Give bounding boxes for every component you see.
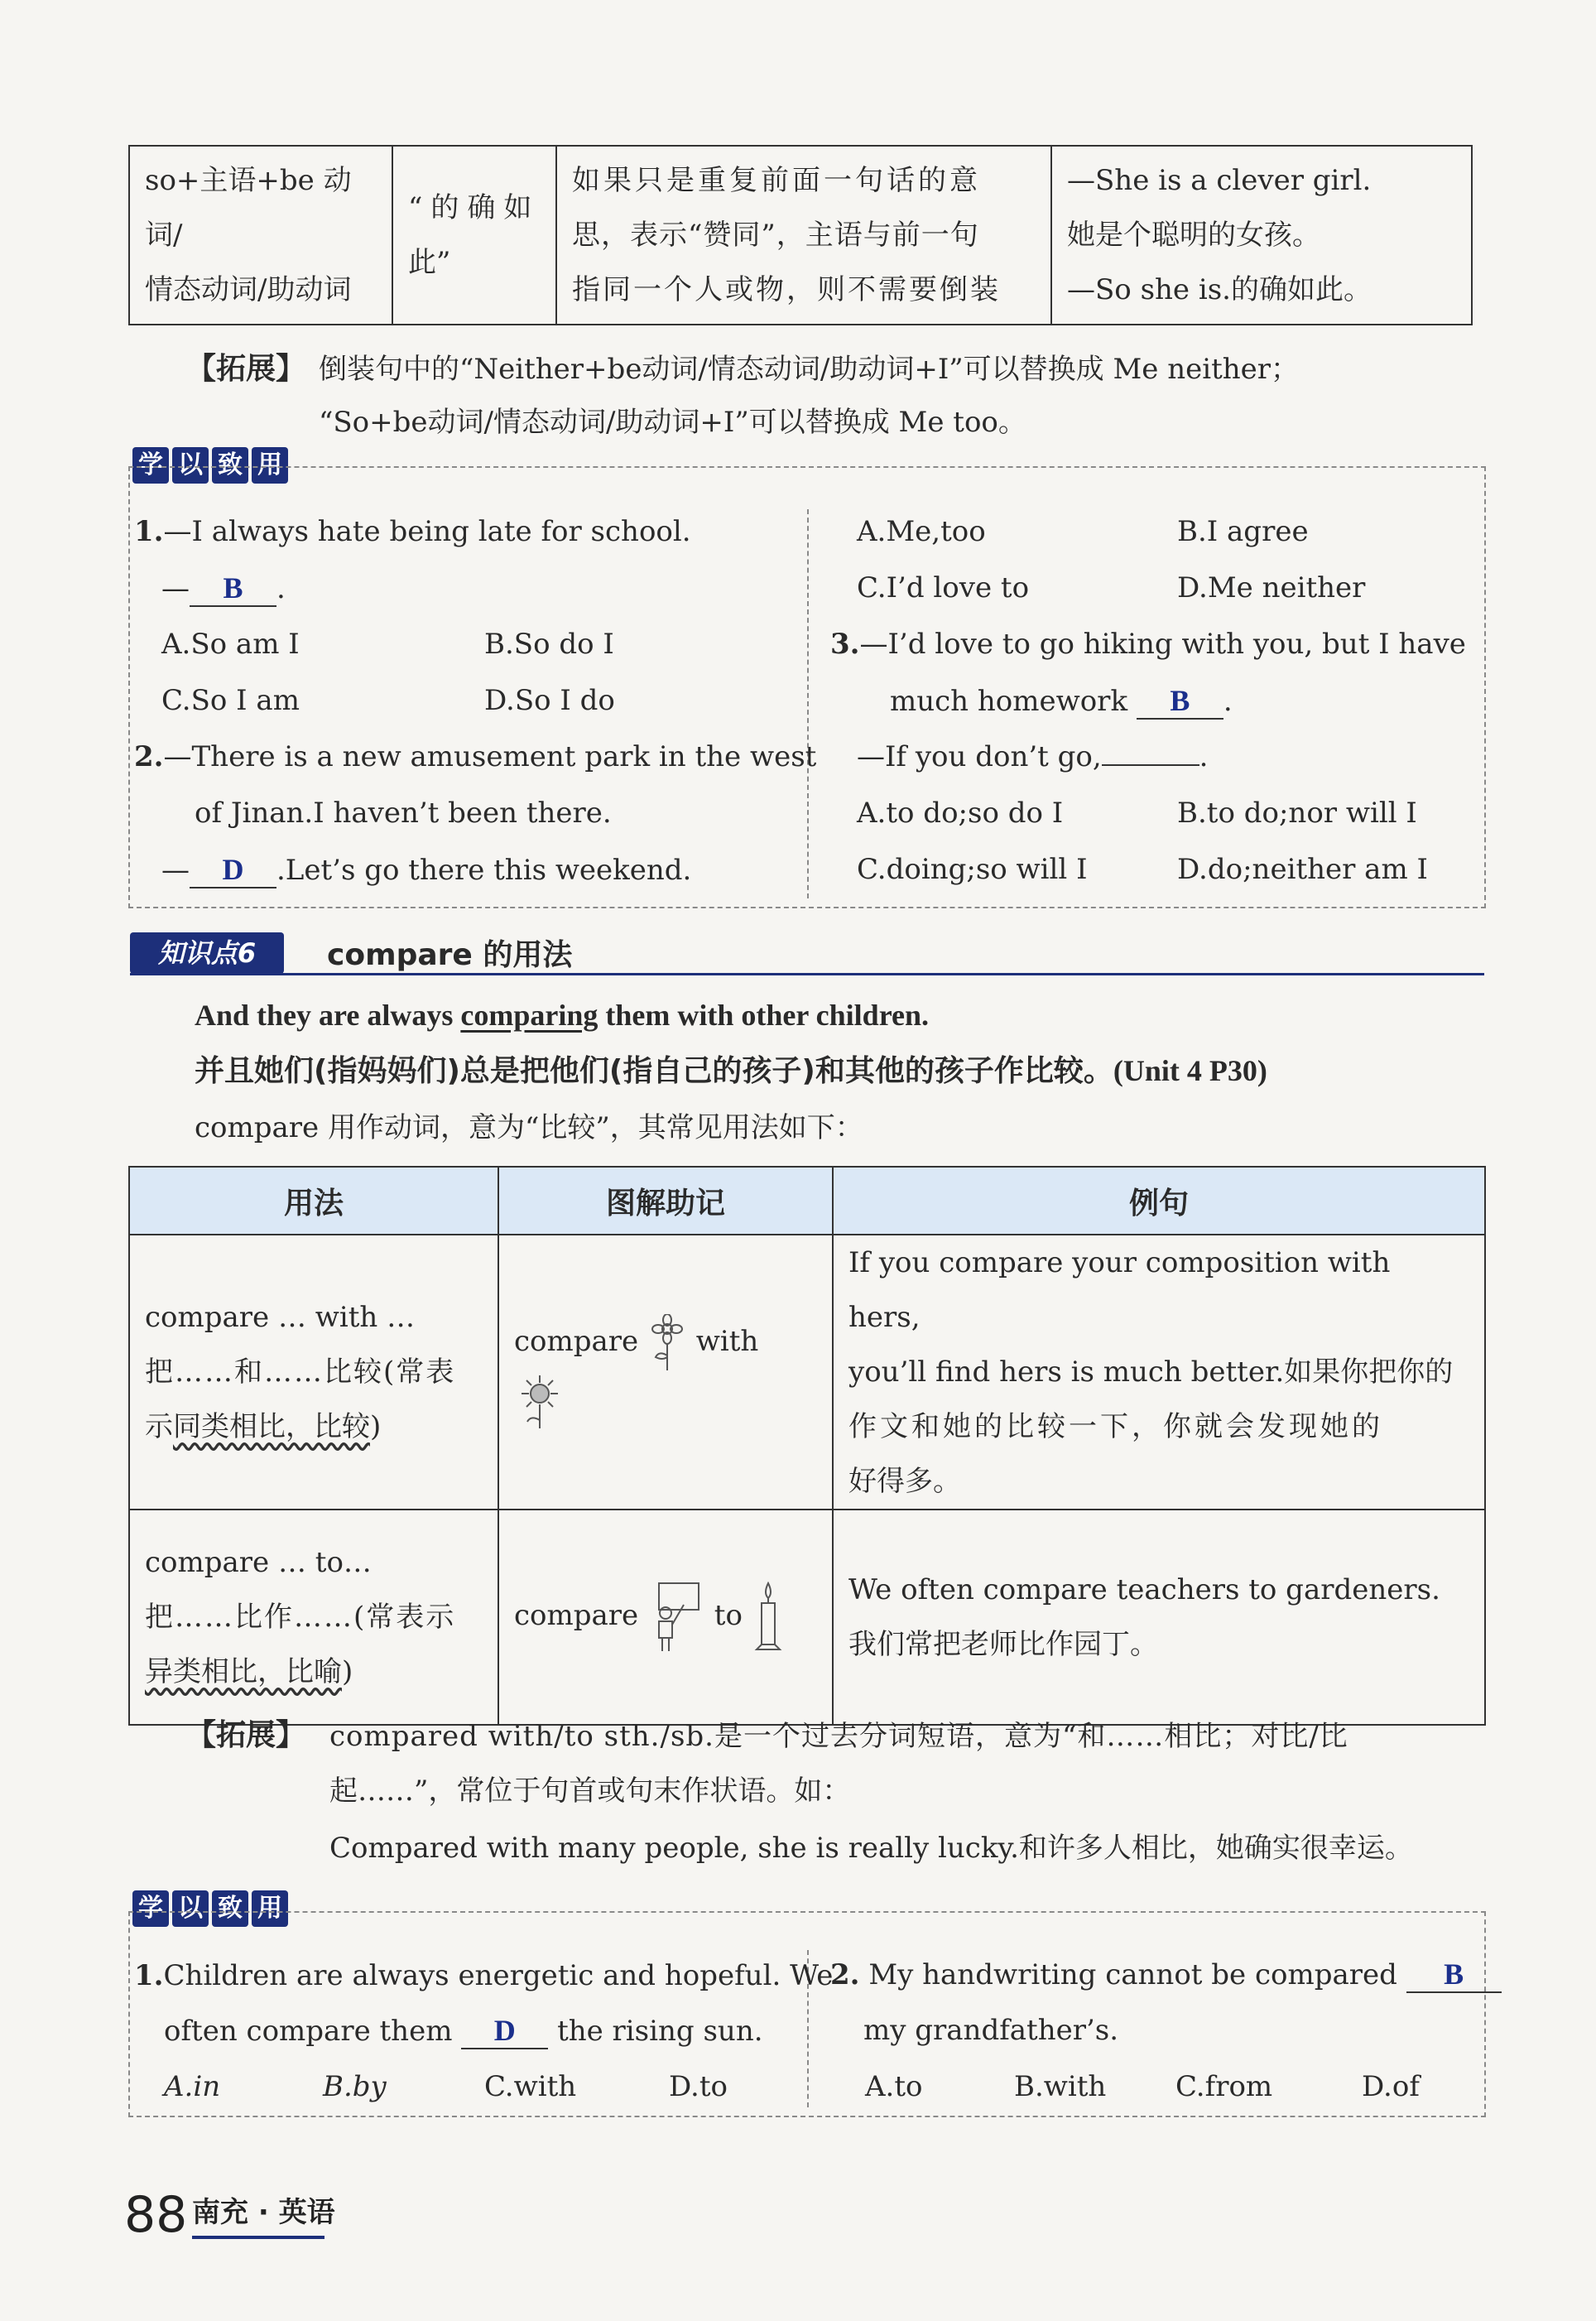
p1-q2-answer-line: — D .Let’s go there this weekend. <box>161 853 692 887</box>
p1-q3-line3: —If you don’t go, . <box>857 740 1209 773</box>
p2-q1: 1.Children are always energetic and hopeful. We <box>134 1959 834 1992</box>
knowledge-point-rule <box>130 973 1484 975</box>
teacher-icon <box>647 1580 705 1654</box>
p1-q3-option-d[interactable]: D.do;neither am I <box>1177 853 1428 886</box>
p1-q2-option-c[interactable]: C.I’d love to <box>857 571 1030 604</box>
p2-q2: 2. My handwriting cannot be compared B <box>830 1957 1502 1993</box>
practice-tag-2: 学 以 致 用 <box>132 1890 288 1927</box>
p1-q3-option-c[interactable]: C.doing;so will I <box>857 853 1088 886</box>
explain-cell: 如果只是重复前面一句话的意 思，表示“赞同”，主语与前一句 指同一个人或物，则不需要倒装 <box>556 146 1051 325</box>
p1-q1: 1.—I always hate being late for school. <box>134 515 691 548</box>
p1-q3-line2: much homework B . <box>890 684 1233 718</box>
row2-usage: compare … to… 把……比作……(常表示 异类相比，比喻) <box>129 1510 498 1725</box>
extension-2-line-1: compared with/to sth./sb.是一个过去分词短语，意为“和……相比；对比/比 <box>329 1720 1348 1753</box>
header-example: 例句 <box>833 1167 1485 1235</box>
p2-q1-option-a[interactable]: A.in <box>164 2070 221 2103</box>
answer-blank[interactable]: B <box>190 571 276 607</box>
p2-q1-option-c[interactable]: C.with <box>484 2070 577 2103</box>
compare-intro: compare 用作动词，意为“比较”，其常见用法如下： <box>195 1111 863 1144</box>
practice-tag: 学 以 致 用 <box>132 447 288 484</box>
meaning-cell: “的确如 此” <box>392 146 556 325</box>
p1-q3-option-a[interactable]: A.to do;so do I <box>857 797 1064 830</box>
answer-blank[interactable]: B <box>1137 684 1223 720</box>
p1-q2: 2.—There is a new amusement park in the west <box>134 740 817 773</box>
flower-icon <box>647 1314 687 1372</box>
extension-2-example: Compared with many people, she is really lucky.和许多人相比，她确实很幸运。 <box>329 1832 1413 1865</box>
key-sentence-cn: 并且她们(指妈妈们)总是把他们(指自己的孩子)和其他的孩子作比较。(Unit 4 P30) <box>195 1054 1267 1088</box>
p1-q2-line2: of Jinan.I haven’t been there. <box>195 797 612 830</box>
page-number: 88 <box>124 2186 188 2244</box>
example-cell: —She is a clever girl. 她是个聪明的女孩。 —So she is.的确如此。 <box>1051 146 1472 325</box>
book-title: 南充 · 英语 <box>192 2196 335 2229</box>
key-sentence-en: And they are always comparing them with other children. <box>195 999 930 1032</box>
compare-usage-table <box>128 1166 1486 1726</box>
p1-q1-option-c[interactable]: C.So I am <box>161 684 300 717</box>
p2-q2-line2: my grandfather’s. <box>863 2014 1119 2047</box>
p1-q2-option-a[interactable]: A.Me,too <box>857 515 986 548</box>
practice-divider-1 <box>807 509 809 898</box>
p2-q1-line2: often compare them D the rising sun. <box>164 2014 763 2048</box>
extension-line-2: “So+be动词/情态动词/助动词+I”可以替换成 Me too。 <box>319 406 1026 439</box>
knowledge-point-tag: 知识点6 <box>130 932 284 974</box>
p2-q2-option-b[interactable]: B.with <box>1014 2070 1107 2103</box>
p1-q1-answer-line: — B . <box>161 571 286 605</box>
extension-2-label: 【拓展】 <box>186 1718 306 1752</box>
p2-q1-option-b[interactable]: B.by <box>323 2070 387 2103</box>
usage-cell: so+主语+be 动词/ 情态动词/助动词 <box>129 146 392 325</box>
row1-usage: compare … with … 把……和……比较(常表 示同类相比，比较) <box>129 1235 498 1510</box>
row2-example: We often compare teachers to gardeners. 我们常把老师比作园丁。 <box>833 1510 1485 1725</box>
answer-blank[interactable]: D <box>461 2014 548 2049</box>
header-diagram: 图解助记 <box>498 1167 833 1235</box>
p2-q2-option-a[interactable]: A.to <box>865 2070 923 2103</box>
p1-q3-option-b[interactable]: B.to do;nor will I <box>1177 797 1417 830</box>
answer-blank-2[interactable] <box>1102 764 1199 766</box>
answer-blank[interactable]: B <box>1406 1957 1502 1993</box>
p1-q2-option-d[interactable]: D.Me neither <box>1177 571 1366 604</box>
answer-blank[interactable]: D <box>190 853 276 888</box>
row1-diagram: compare with <box>498 1235 833 1510</box>
header-usage: 用法 <box>129 1167 498 1235</box>
p1-q3: 3.—I’d love to go hiking with you, but I have <box>830 628 1466 661</box>
candle-icon <box>752 1580 785 1654</box>
p2-q1-option-d[interactable]: D.to <box>669 2070 728 2103</box>
footer-rule <box>192 2236 324 2239</box>
p1-q1-option-b[interactable]: B.So do I <box>484 628 614 661</box>
row2-diagram: compare to <box>498 1510 833 1725</box>
p1-q2-option-b[interactable]: B.I agree <box>1177 515 1309 548</box>
p1-q1-option-d[interactable]: D.So I do <box>484 684 615 717</box>
sunflower-icon <box>514 1372 565 1430</box>
row1-example: If you compare your composition with hers, you’ll find hers is much better.如果你把你的 作文和她的比较一下，你就会发现她的 好得多。 <box>833 1235 1485 1510</box>
extension-line-1: 倒装句中的“Neither+be动词/情态动词/助动词+I”可以替换成 Me neither； <box>319 353 1300 386</box>
extension-label: 【拓展】 <box>186 352 306 386</box>
p2-q2-option-c[interactable]: C.from <box>1175 2070 1273 2103</box>
knowledge-point-title: compare 的用法 <box>327 938 573 972</box>
p1-q1-option-a[interactable]: A.So am I <box>161 628 300 661</box>
extension-2-line-2: 起……”，常位于句首或句末作状语。如： <box>329 1774 851 1808</box>
inversion-table <box>128 145 1473 325</box>
p2-q2-option-d[interactable]: D.of <box>1362 2070 1420 2103</box>
